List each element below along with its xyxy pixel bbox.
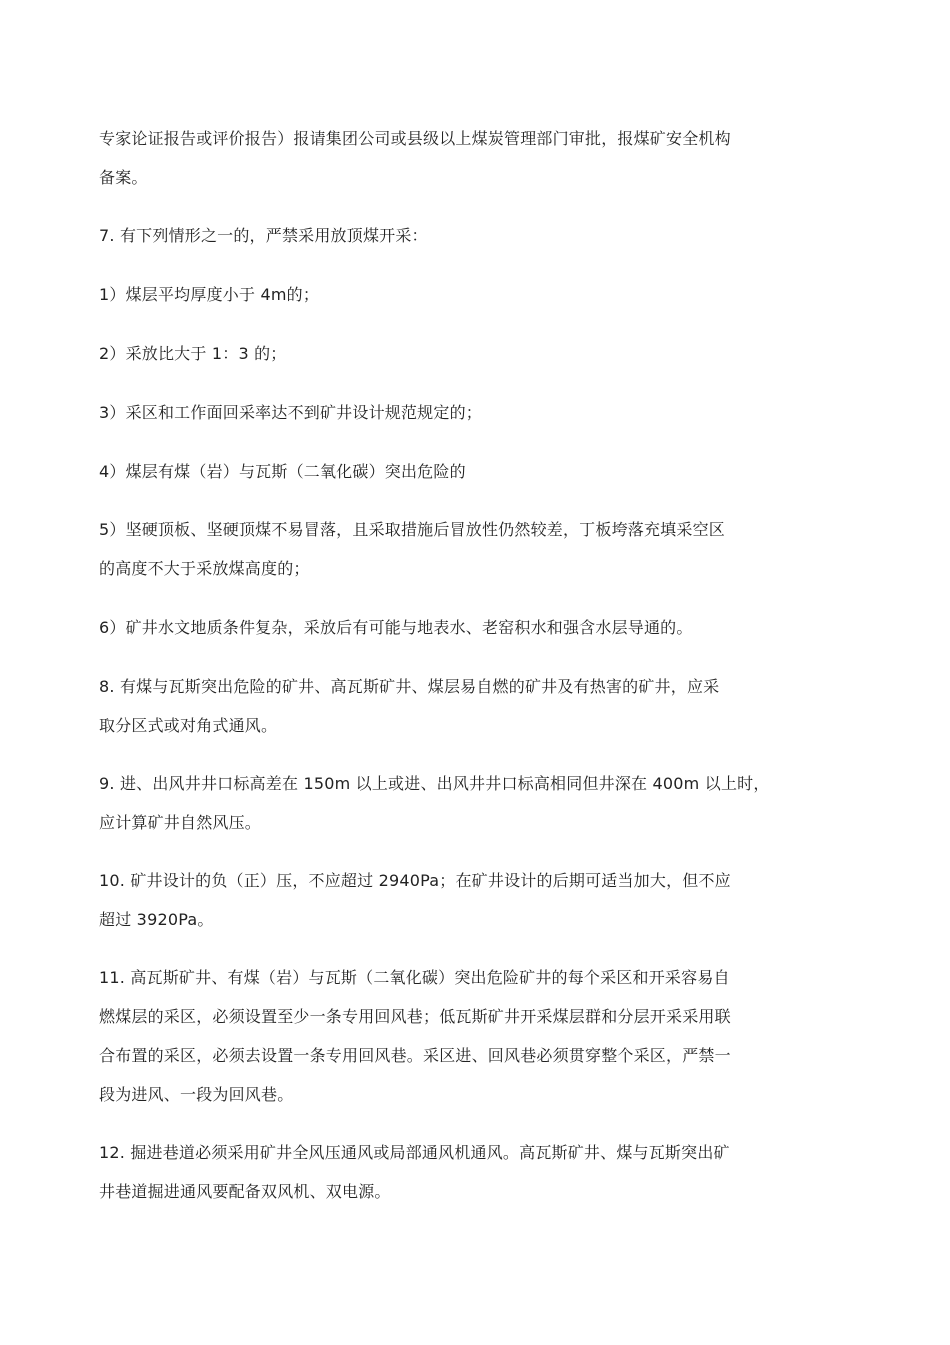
text-line: 合布置的采区，必须去设置一条专用回风巷。采区进、回风巷必须贯穿整个采区，严禁一 (99, 1046, 731, 1065)
text-line: 取分区式或对角式通风。 (99, 716, 278, 735)
text-line: 应计算矿井自然风压。 (99, 813, 262, 832)
list-item: 5）坚硬顶板、坚硬顶煤不易冒落，且采取措施后冒放性仍然较差，丁板垮落充填采空区 (99, 520, 725, 539)
list-item: 的高度不大于采放煤高度的； (99, 559, 310, 578)
list-item: 4）煤层有煤（岩）与瓦斯（二氧化碳）突出危险的 (99, 462, 466, 481)
list-item: 2）采放比大于 1：3 的； (99, 344, 287, 363)
text-line: 燃煤层的采区，必须设置至少一条专用回风巷；低瓦斯矿井开采煤层群和分层开采采用联 (99, 1007, 731, 1026)
text-line: 段为进风、一段为回风巷。 (99, 1085, 294, 1104)
list-item: 1）煤层平均厚度小于 4m的； (99, 285, 320, 304)
text-line: 12. 掘进巷道必须采用矿井全风压通风或局部通风机通风。高瓦斯矿井、煤与瓦斯突出矿 (99, 1143, 730, 1162)
text-line: 备案。 (99, 168, 148, 187)
text-line: 8. 有煤与瓦斯突出危险的矿井、高瓦斯矿井、煤层易自燃的矿井及有热害的矿井，应采 (99, 677, 720, 696)
text-line: 10. 矿井设计的负（正）压，不应超过 2940Pa；在矿井设计的后期可适当加大，但不应 (99, 871, 731, 890)
text-line: 专家论证报告或评价报告）报请集团公司或县级以上煤炭管理部门审批，报煤矿安全机构 (99, 129, 731, 148)
text-line: 11. 高瓦斯矿井、有煤（岩）与瓦斯（二氧化碳）突出危险矿井的每个采区和开采容易自 (99, 968, 730, 987)
text-line: 井巷道掘进通风要配备双风机、双电源。 (99, 1182, 391, 1201)
text-line: 超过 3920Pa。 (99, 910, 214, 929)
text-line: 9. 进、出风井井口标高差在 150m 以上或进、出风井井口标高相同但井深在 400m 以上时， (99, 774, 770, 793)
list-item: 3）采区和工作面回采率达不到矿井设计规范规定的； (99, 403, 482, 422)
text-line: 7. 有下列情形之一的，严禁采用放顶煤开采： (99, 226, 428, 245)
list-item: 6）矿井水文地质条件复杂，采放后有可能与地表水、老窑积水和强含水层导通的。 (99, 618, 693, 637)
